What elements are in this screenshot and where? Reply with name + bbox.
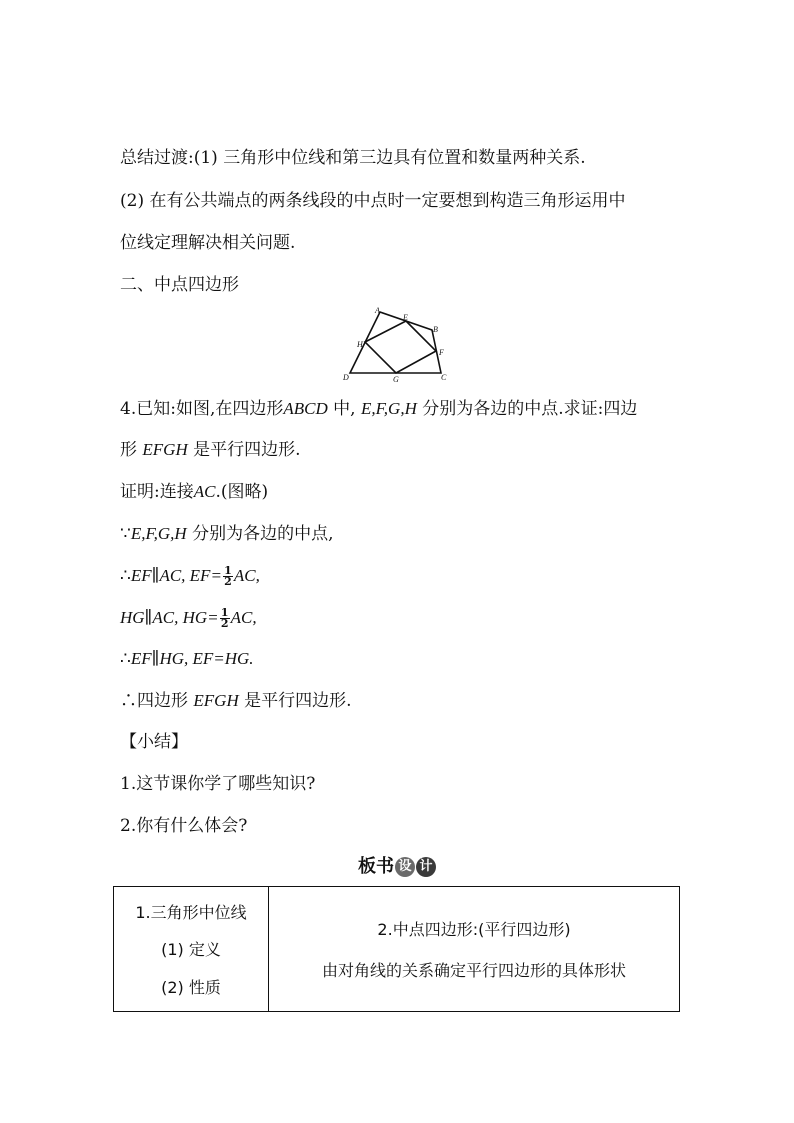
step2-expr-end: AC, <box>230 608 257 627</box>
problem-text: 形 <box>120 440 143 460</box>
problem-text: 是平行四边形. <box>187 440 301 460</box>
board-title-badge: 计 <box>416 857 436 877</box>
board-item: (1) 定义 <box>161 940 221 960</box>
proof-text: .(图略) <box>215 482 269 502</box>
step1-line <box>120 565 260 587</box>
step3-expr: EF∥HG, EF=HG. <box>130 649 254 668</box>
step1-expr: EF∥AC, EF= <box>130 566 222 585</box>
board-title-text: 板书 <box>358 856 394 877</box>
because-line <box>120 523 334 545</box>
proof-line <box>120 481 268 503</box>
because-points: E,F,G,H <box>130 524 187 543</box>
label-e: E <box>403 313 408 322</box>
summary-line: 总结过渡:(1) 三角形中位线和第三边具有位置和数量两种关系. <box>120 148 586 168</box>
board-right-cell <box>269 887 679 1011</box>
problem-text: 分别为各边的中点.求证:四边 <box>416 399 638 419</box>
problem-quad-name: EFGH <box>142 440 188 459</box>
quad-efgh <box>365 321 436 373</box>
therefore-symbol: ∴ <box>120 649 131 669</box>
question-1: 1.这节课你学了哪些知识? <box>120 774 316 794</box>
problem-quad-name: ABCD <box>283 399 328 418</box>
half-fraction: $\frac{1}{2}$ <box>224 564 232 588</box>
problem-line-a <box>120 398 637 420</box>
problem-text: 中, <box>327 399 361 419</box>
conclusion-text: ∴四边形 <box>120 691 194 711</box>
label-g: G <box>393 375 399 384</box>
label-d: D <box>343 373 349 382</box>
because-symbol: ∵ <box>120 524 131 544</box>
quadrilateral-diagram <box>340 304 460 384</box>
step2-expr: HG∥AC, HG= <box>120 608 219 627</box>
summary2-line-a: (2) 在有公共端点的两条线段的中点时一定要想到构造三角形运用中 <box>120 191 626 211</box>
conclusion-quad-name: EFGH <box>193 691 239 710</box>
step2-line <box>120 607 257 629</box>
label-c: C <box>441 373 447 382</box>
question-2: 2.你有什么体会? <box>120 816 248 836</box>
problem-line-b <box>120 439 301 461</box>
conclusion-line <box>120 690 352 712</box>
proof-text: 证明:连接 <box>120 482 194 502</box>
section2-heading: 二、中点四边形 <box>120 275 239 295</box>
half-fraction: $\frac{1}{2}$ <box>220 606 229 630</box>
board-table <box>113 886 680 1012</box>
step3-line <box>120 648 254 670</box>
problem-points: E,F,G,H <box>360 399 417 418</box>
board-item: 1.三角形中位线 <box>135 903 247 923</box>
label-b: B <box>433 325 438 334</box>
conclusion-text: 是平行四边形. <box>238 691 352 711</box>
therefore-symbol: ∴ <box>120 566 131 586</box>
proof-segment: AC <box>193 482 216 501</box>
summary2-line-b: 位线定理解决相关问题. <box>120 233 296 253</box>
because-text: 分别为各边的中点, <box>186 524 334 544</box>
board-item: 2.中点四边形:(平行四边形) <box>377 920 571 939</box>
step1-expr-end: AC, <box>233 566 260 585</box>
label-h: H <box>357 340 363 349</box>
board-left-cell <box>114 887 269 1011</box>
problem-text: 4.已知:如图,在四边形 <box>120 399 284 419</box>
board-title <box>0 852 794 878</box>
label-f: F <box>439 348 444 357</box>
board-item: 由对角线的关系确定平行四边形的具体形状 <box>321 961 626 980</box>
board-title-badge: 设 <box>395 857 415 877</box>
label-a: A <box>375 306 380 315</box>
board-item: (2) 性质 <box>161 977 221 997</box>
summary-heading: 【小结】 <box>120 732 188 752</box>
